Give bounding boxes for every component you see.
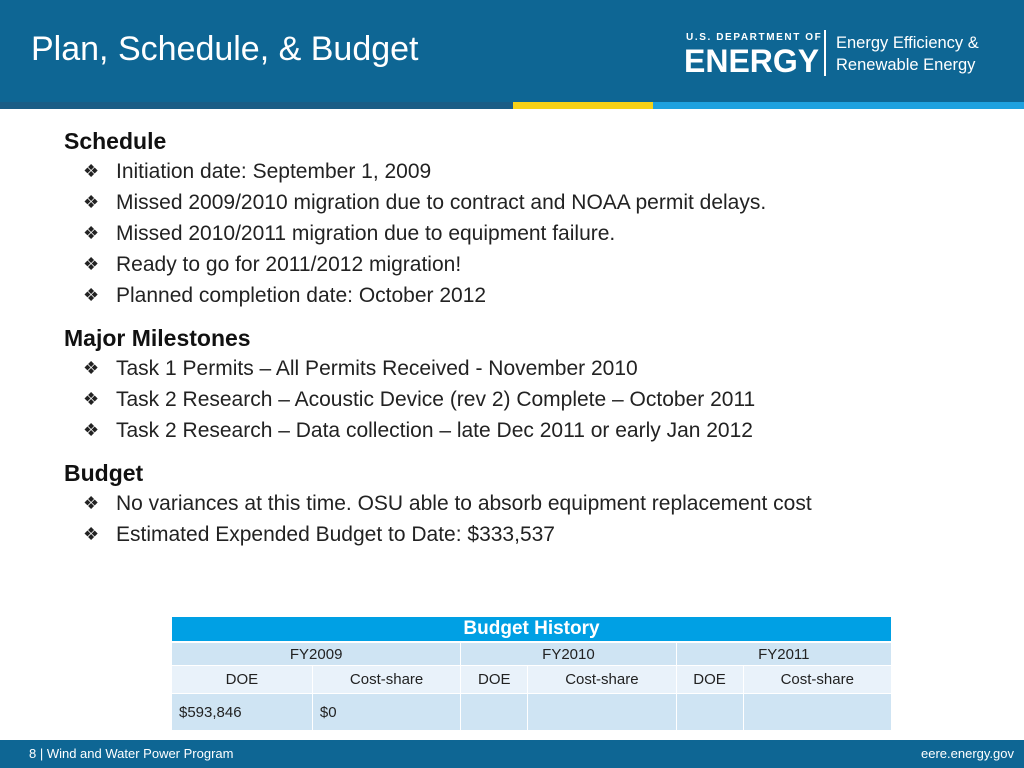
list-item-text: Planned completion date: October 2012 [116,284,487,307]
budget-list [64,488,1004,550]
list-item [64,384,1004,415]
section-heading-schedule: Schedule [64,128,167,154]
list-item-text: Task 1 Permits – All Permits Received - November 2010 [116,357,638,380]
list-item [64,519,1004,550]
table-cell: $593,846 [172,694,313,731]
list-item-text: Task 2 Research – Data collection – late Dec 2011 or early Jan 2012 [116,419,753,442]
table-cell [528,694,676,731]
footer-bar [0,740,1024,768]
list-item-text: Missed 2009/2010 migration due to contract and NOAA permit delays. [116,191,767,214]
list-item-text: No variances at this time. OSU able to absorb equipment replacement cost [116,492,812,515]
diamond-bullet-icon: ❖ [83,254,100,274]
table-cell [676,694,743,731]
year-header: FY2011 [676,642,891,666]
list-item-text: Initiation date: September 1, 2009 [116,160,432,183]
milestones-list [64,353,1004,446]
list-item [64,280,1004,311]
table-cell: $0 [312,694,460,731]
table-row-columns [172,666,892,694]
column-header: Cost-share [312,666,460,694]
table-title: Budget History [172,617,892,643]
diamond-bullet-icon: ❖ [83,389,100,409]
list-item [64,156,1004,187]
diamond-bullet-icon: ❖ [83,493,100,513]
logo-eere-line1: Energy Efficiency & [836,34,979,52]
section-heading-budget: Budget [64,460,144,486]
list-item-text: Missed 2010/2011 migration due to equipment failure. [116,222,616,245]
column-header: DOE [172,666,313,694]
header-stripe-cyan [653,102,1024,109]
column-header: DOE [676,666,743,694]
list-item [64,218,1004,249]
logo-dept-text: U.S. DEPARTMENT OF [686,32,823,43]
list-item-text: Task 2 Research – Acoustic Device (rev 2) Complete – October 2011 [116,388,756,411]
logo-eere-line2: Renewable Energy [836,56,976,74]
diamond-bullet-icon: ❖ [83,161,100,181]
footer-website-link[interactable]: eere.energy.gov [921,746,1014,761]
list-item [64,249,1004,280]
year-header: FY2009 [172,642,461,666]
logo-divider [824,30,826,76]
diamond-bullet-icon: ❖ [83,358,100,378]
list-item [64,187,1004,218]
list-item-text: Ready to go for 2011/2012 migration! [116,253,462,276]
table-cell [743,694,892,731]
budget-history-table [171,616,892,731]
column-header: DOE [461,666,528,694]
list-item [64,488,1004,519]
table-row-years [172,642,892,666]
diamond-bullet-icon: ❖ [83,420,100,440]
table-row [172,694,892,731]
diamond-bullet-icon: ❖ [83,524,100,544]
year-header: FY2010 [461,642,676,666]
logo-energy-text: ENERGY [684,43,820,79]
list-item [64,415,1004,446]
header-stripe-yellow [513,102,653,109]
diamond-bullet-icon: ❖ [83,192,100,212]
header-stripe-blue [0,102,513,109]
list-item [64,353,1004,384]
schedule-list [64,156,1004,311]
table-cell [461,694,528,731]
slide-title: Plan, Schedule, & Budget [31,30,419,68]
column-header: Cost-share [528,666,676,694]
diamond-bullet-icon: ❖ [83,285,100,305]
header-bar [0,0,1024,102]
column-header: Cost-share [743,666,892,694]
logo-eere-text [836,32,979,76]
slide-body [64,126,1004,562]
diamond-bullet-icon: ❖ [83,223,100,243]
list-item-text: Estimated Expended Budget to Date: $333,537 [116,523,555,546]
footer-program-text: 8 | Wind and Water Power Program [29,746,234,761]
section-heading-milestones: Major Milestones [64,325,251,351]
